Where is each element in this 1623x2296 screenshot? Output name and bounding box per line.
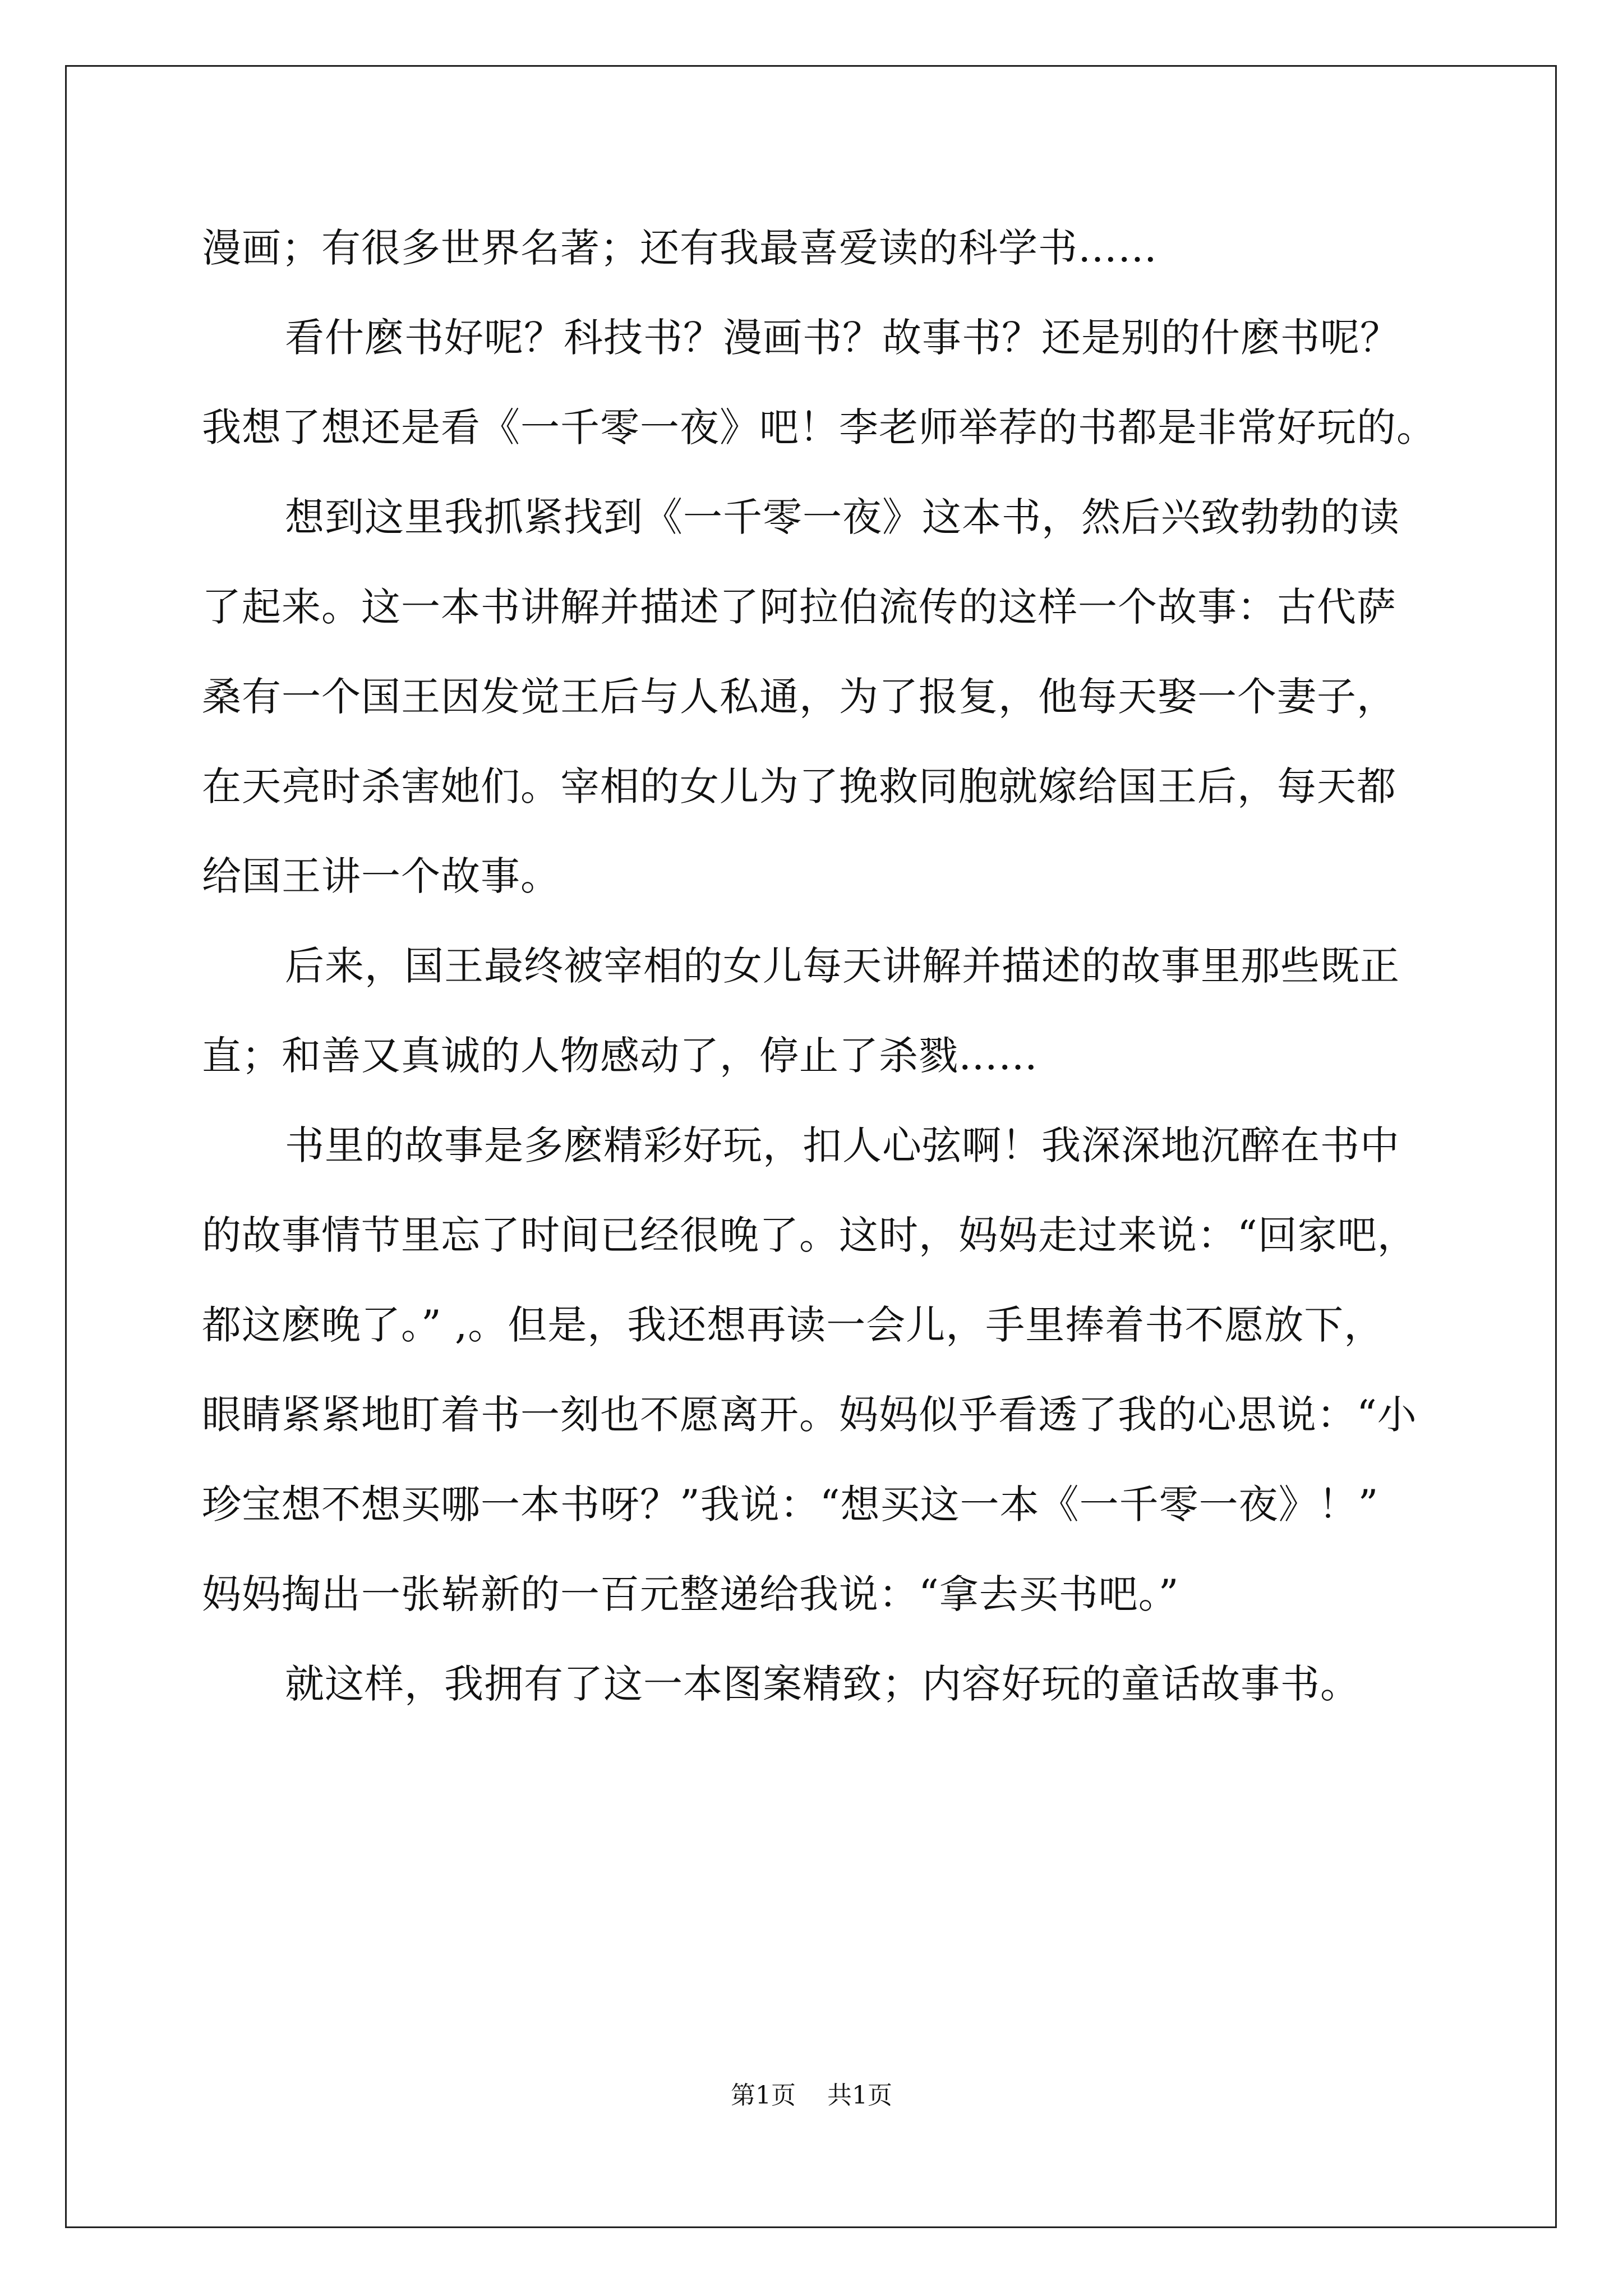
text-line: 桑有一个国王因发觉王后与人私通，为了报复，他每天娶一个妻子， <box>202 674 1396 720</box>
text-line: 妈妈掏出一张崭新的一百元整递给我说：“拿去买书吧。” <box>202 1571 1179 1617</box>
text-line: 珍宝想不想买哪一本书呀？”我说：“想买这一本《一千零一夜》！” <box>202 1481 1379 1527</box>
text-line: 直；和善又真诚的人物感动了，停止了杀戮…… <box>202 1033 1038 1079</box>
text-line: 想到这里我抓紧找到《一千零一夜》这本书，然后兴致勃勃的读 <box>285 494 1400 540</box>
text-line: 就这样，我拥有了这一本图案精致；内容好玩的童话故事书。 <box>285 1661 1360 1707</box>
text-line: 我想了想还是看《一千零一夜》吧！李老师举荐的书都是非常好玩的。 <box>202 404 1436 450</box>
text-line: 漫画；有很多世界名著；还有我最喜爱读的科学书…… <box>202 225 1158 271</box>
text-line: 的故事情节里忘了时间已经很晚了。这时，妈妈走过来说：“回家吧， <box>202 1212 1417 1258</box>
text-line: 后来，国王最终被宰相的女儿每天讲解并描述的故事里那些既正 <box>285 943 1400 989</box>
text-line: 在天亮时杀害她们。宰相的女儿为了挽救同胞就嫁给国王后，每天都 <box>202 763 1396 809</box>
text-line: 都这麽晚了。” ,。但是，我还想再读一会儿，手里捧着书不愿放下， <box>202 1302 1384 1348</box>
text-line: 给国王讲一个故事。 <box>202 853 560 899</box>
body-text <box>202 203 1436 1729</box>
page-number-footer: 第1页 共1页 <box>731 2081 892 2110</box>
text-line: 书里的故事是多麽精彩好玩，扣人心弦啊！我深深地沉醉在书中 <box>285 1122 1400 1168</box>
text-line: 眼睛紧紧地盯着书一刻也不愿离开。妈妈似乎看透了我的心思说：“小 <box>202 1392 1417 1438</box>
text-line: 看什麽书好呢？科技书？漫画书？故事书？还是别的什麽书呢？ <box>285 315 1400 361</box>
text-line: 了起来。这一本书讲解并描述了阿拉伯流传的这样一个故事：古代萨 <box>202 584 1396 630</box>
